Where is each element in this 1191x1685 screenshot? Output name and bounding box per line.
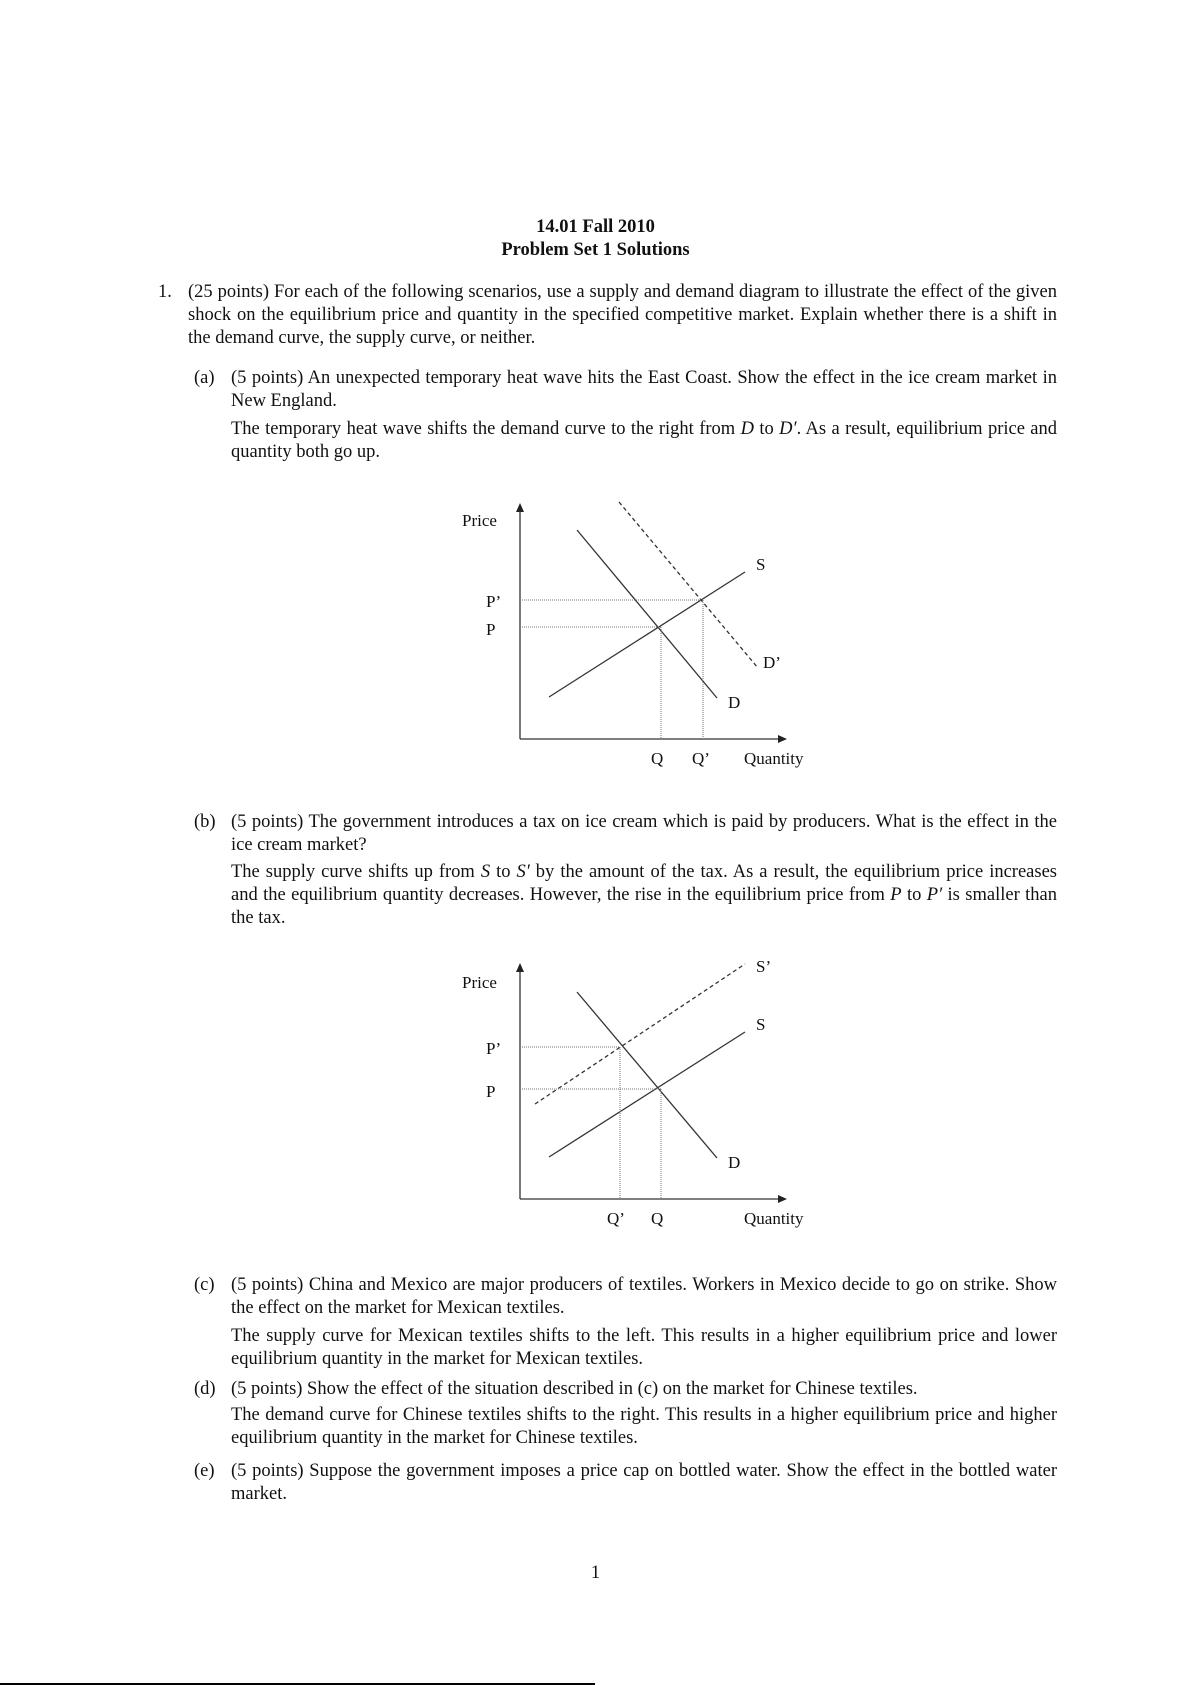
problem-statement: (25 points) For each of the following scenarios, use a supply and demand diagram to illustrate the effect of the given shock on the equilibrium price and quantity in the specified competitive market. Explain whether there is a shift in the demand curve, the supply curve, or neither. bbox=[188, 282, 1057, 348]
quantity-label: Quantity bbox=[744, 1209, 804, 1228]
part-a-question: (5 points) An unexpected temporary heat wave hits the East Coast. Show the effect in the ice cream market in New England. bbox=[231, 368, 1057, 411]
answer-text: The temporary heat wave shifts the demand curve to the right from bbox=[231, 419, 741, 439]
price-arrow-icon bbox=[516, 503, 524, 512]
math-symbol: P bbox=[890, 885, 902, 905]
price-arrow-icon bbox=[516, 963, 524, 972]
part-c-question: (5 points) China and Mexico are major producers of textiles. Workers in Mexico decide to go on strike. Show the effect on the market for Mexican textiles. bbox=[231, 1275, 1057, 1318]
course-title: 14.01 Fall 2010 bbox=[536, 217, 655, 237]
part-c-label: (c) bbox=[194, 1275, 215, 1295]
part-b-question: (5 points) The government introduces a tax on ice cream which is paid by producers. What is the effect in the ice cream market? bbox=[231, 812, 1057, 855]
quantity-label: Quantity bbox=[744, 749, 804, 768]
math-symbol: S bbox=[480, 862, 491, 882]
diagram-b-supply-shift bbox=[440, 950, 840, 1240]
q-label: Q bbox=[651, 1209, 664, 1228]
math-symbol: D′ bbox=[779, 419, 797, 439]
part-c-answer: The supply curve for Mexican textiles shifts to the left. This results in a higher equilibrium price and lower equilibrium quantity in the market for Mexican textiles. bbox=[231, 1326, 1057, 1369]
p-label: P bbox=[486, 1082, 496, 1101]
q-label: Q bbox=[651, 749, 664, 768]
part-d-label: (d) bbox=[194, 1379, 216, 1399]
p-new-label: P’ bbox=[486, 592, 502, 611]
diagram-a-demand-shift bbox=[440, 490, 840, 780]
answer-text: to bbox=[901, 885, 927, 905]
answer-text: to bbox=[490, 862, 517, 882]
new-supply-curve bbox=[535, 964, 745, 1104]
new-supply-label: S’ bbox=[756, 957, 772, 976]
price-label: Price bbox=[462, 511, 497, 530]
math-symbol: D bbox=[740, 419, 754, 439]
supply-label: S bbox=[756, 1015, 766, 1034]
supply-label: S bbox=[756, 555, 766, 574]
answer-text: is smaller than the tax. bbox=[231, 885, 1057, 928]
problem-number: 1. bbox=[158, 282, 172, 302]
quantity-arrow-icon bbox=[778, 1195, 787, 1203]
math-symbol: S′ bbox=[516, 862, 530, 882]
price-label: Price bbox=[462, 973, 497, 992]
demand-label: D bbox=[728, 693, 741, 712]
demand-curve bbox=[577, 992, 717, 1158]
math-symbol: P′ bbox=[926, 885, 943, 905]
answer-text: . As a result, equilibrium price and quantity both go up. bbox=[231, 419, 1058, 462]
part-d-question: (5 points) Show the effect of the situation described in (c) on the market for Chinese textiles. bbox=[231, 1379, 918, 1399]
page-number: 1 bbox=[590, 1563, 601, 1583]
part-a-answer bbox=[231, 418, 1057, 464]
part-d-answer: The demand curve for Chinese textiles shifts to the right. This results in a higher equilibrium price and higher equilibrium quantity in the market for Chinese textiles. bbox=[231, 1405, 1057, 1448]
part-b-answer bbox=[231, 861, 1057, 930]
answer-text: by the amount of the tax. As a result, the equilibrium price increases and the equilibrium quantity decreases. However, the rise in the equilibrium price from bbox=[231, 862, 1057, 905]
p-new-label: P’ bbox=[486, 1039, 502, 1058]
part-a-label: (a) bbox=[194, 368, 215, 388]
p-label: P bbox=[486, 620, 496, 639]
demand-label: D bbox=[728, 1153, 741, 1172]
new-demand-label: D’ bbox=[763, 653, 781, 672]
supply-curve bbox=[549, 1032, 745, 1157]
new-demand-curve bbox=[619, 502, 758, 668]
quantity-arrow-icon bbox=[778, 735, 787, 743]
answer-text: to bbox=[753, 419, 780, 439]
answer-text: The supply curve shifts up from bbox=[231, 862, 481, 882]
q-new-label: Q’ bbox=[607, 1209, 625, 1228]
document-title: Problem Set 1 Solutions bbox=[501, 240, 690, 260]
q-new-label: Q’ bbox=[692, 749, 710, 768]
part-b-label: (b) bbox=[194, 812, 216, 832]
part-e-label: (e) bbox=[194, 1461, 215, 1481]
part-e-question: (5 points) Suppose the government imposes a price cap on bottled water. Show the effect in the bottled water market. bbox=[231, 1461, 1057, 1504]
demand-curve bbox=[577, 530, 717, 698]
supply-curve bbox=[549, 572, 745, 697]
